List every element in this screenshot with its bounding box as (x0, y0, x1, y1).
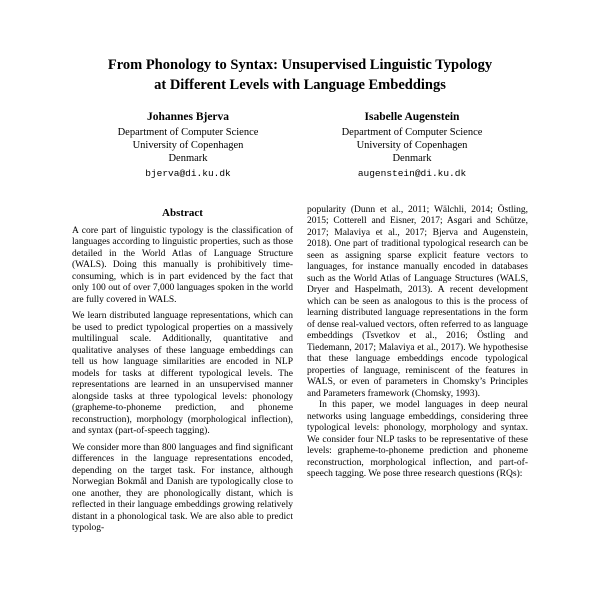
body-paragraph-2: In this paper, we model languages in deep neural networks using language embeddings, considering three typological levels: phonology, morphology and syntax. We consider four NLP tasks to be representative of these levels: grapheme-to-phoneme prediction and phoneme reconstruction, morphological inflection, and part-of-speech tagging. We pose three research questions (RQs): (307, 400, 528, 479)
author-country: Denmark (168, 153, 208, 165)
abstract-paragraph-1: A core part of linguistic typology is the classification of languages according to linguistic properties, such as those detailed in the World Atlas of Language Structure (WALS). Doing this manually is prohibitively time-consuming, which is in part evidenced by the fact that only 100 out of over 7,000 languages spoken in the world are fully covered in WALS. (72, 225, 293, 305)
two-column-body (72, 205, 528, 540)
author-country: Denmark (392, 153, 432, 165)
right-column (307, 205, 528, 540)
abstract-paragraph-2: We learn distributed language representations, which can be used to predict typological properties on a massively multilingual scale. Additionally, quantitative and qualitative analyses of these language embeddings can tell us how language similarities are encoded in NLP models for tasks at different typological levels. The representations are learned in an unsupervised manner alongside tasks at three typological levels: phonology (grapheme-to-phoneme prediction, and phoneme reconstruction), morphology (morphological inflection), and syntax (part-of-speech tagging). (72, 311, 293, 436)
author-university: University of Copenhagen (132, 140, 244, 152)
abstract-heading: Abstract (162, 206, 203, 219)
paper-title-line1: From Phonology to Syntax: Unsupervised Linguistic Typology (107, 57, 493, 73)
author-name: Johannes Bjerva (146, 111, 230, 124)
author-department: Department of Computer Science (341, 127, 483, 139)
author-augenstein (300, 111, 524, 178)
body-paragraph-1: popularity (Dunn et al., 2011; Wälchli, 2014; Östling, 2015; Cotterell and Eisner, 2017; Asgari and Schütze, 2017; Malaviya et al., 2017; Bjerva and Augenstein, 2018). One part of traditional typological research can be seen as assigning sparse explicit feature vectors to languages, for instance manually encoded in databases such as the World Atlas of Language Structures (WALS, Dryer and Haspelmath, 2013). A recent development which can be seen as analogous to this is the process of learning distributed language representations in the form of dense real-valued vectors, often referred to as language embeddings (Tsvetkov et al., 2016; Östling and Tiedemann, 2017; Malaviya et al., 2017). We hypothesise that these language embeddings encode typological properties of language, reminiscent of the features in WALS, or even of parameters in Chomsky’s Principles and Parameters framework (Chomsky, 1993). (307, 204, 528, 399)
author-bjerva (76, 111, 300, 178)
paper-title (62, 56, 538, 95)
left-column (72, 205, 293, 540)
author-university: University of Copenhagen (356, 140, 468, 152)
abstract-paragraph-3: We consider more than 800 languages and find significant differences in the language representations encoded, depending on the target task. For instance, although Norwegian Bokmål and Danish are typologically close to one another, they are phonologically distant, which is reflected in their language embeddings growing relatively distant in a phonological task. We are also able to predict typolog- (72, 442, 293, 533)
author-email: bjerva@di.ku.dk (145, 167, 231, 179)
authors-block (76, 111, 524, 178)
author-email: augenstein@di.ku.dk (357, 167, 467, 179)
author-department: Department of Computer Science (117, 127, 259, 139)
paper-title-line2: at Different Levels with Language Embeddings (154, 76, 446, 93)
author-name: Isabelle Augenstein (364, 111, 460, 124)
